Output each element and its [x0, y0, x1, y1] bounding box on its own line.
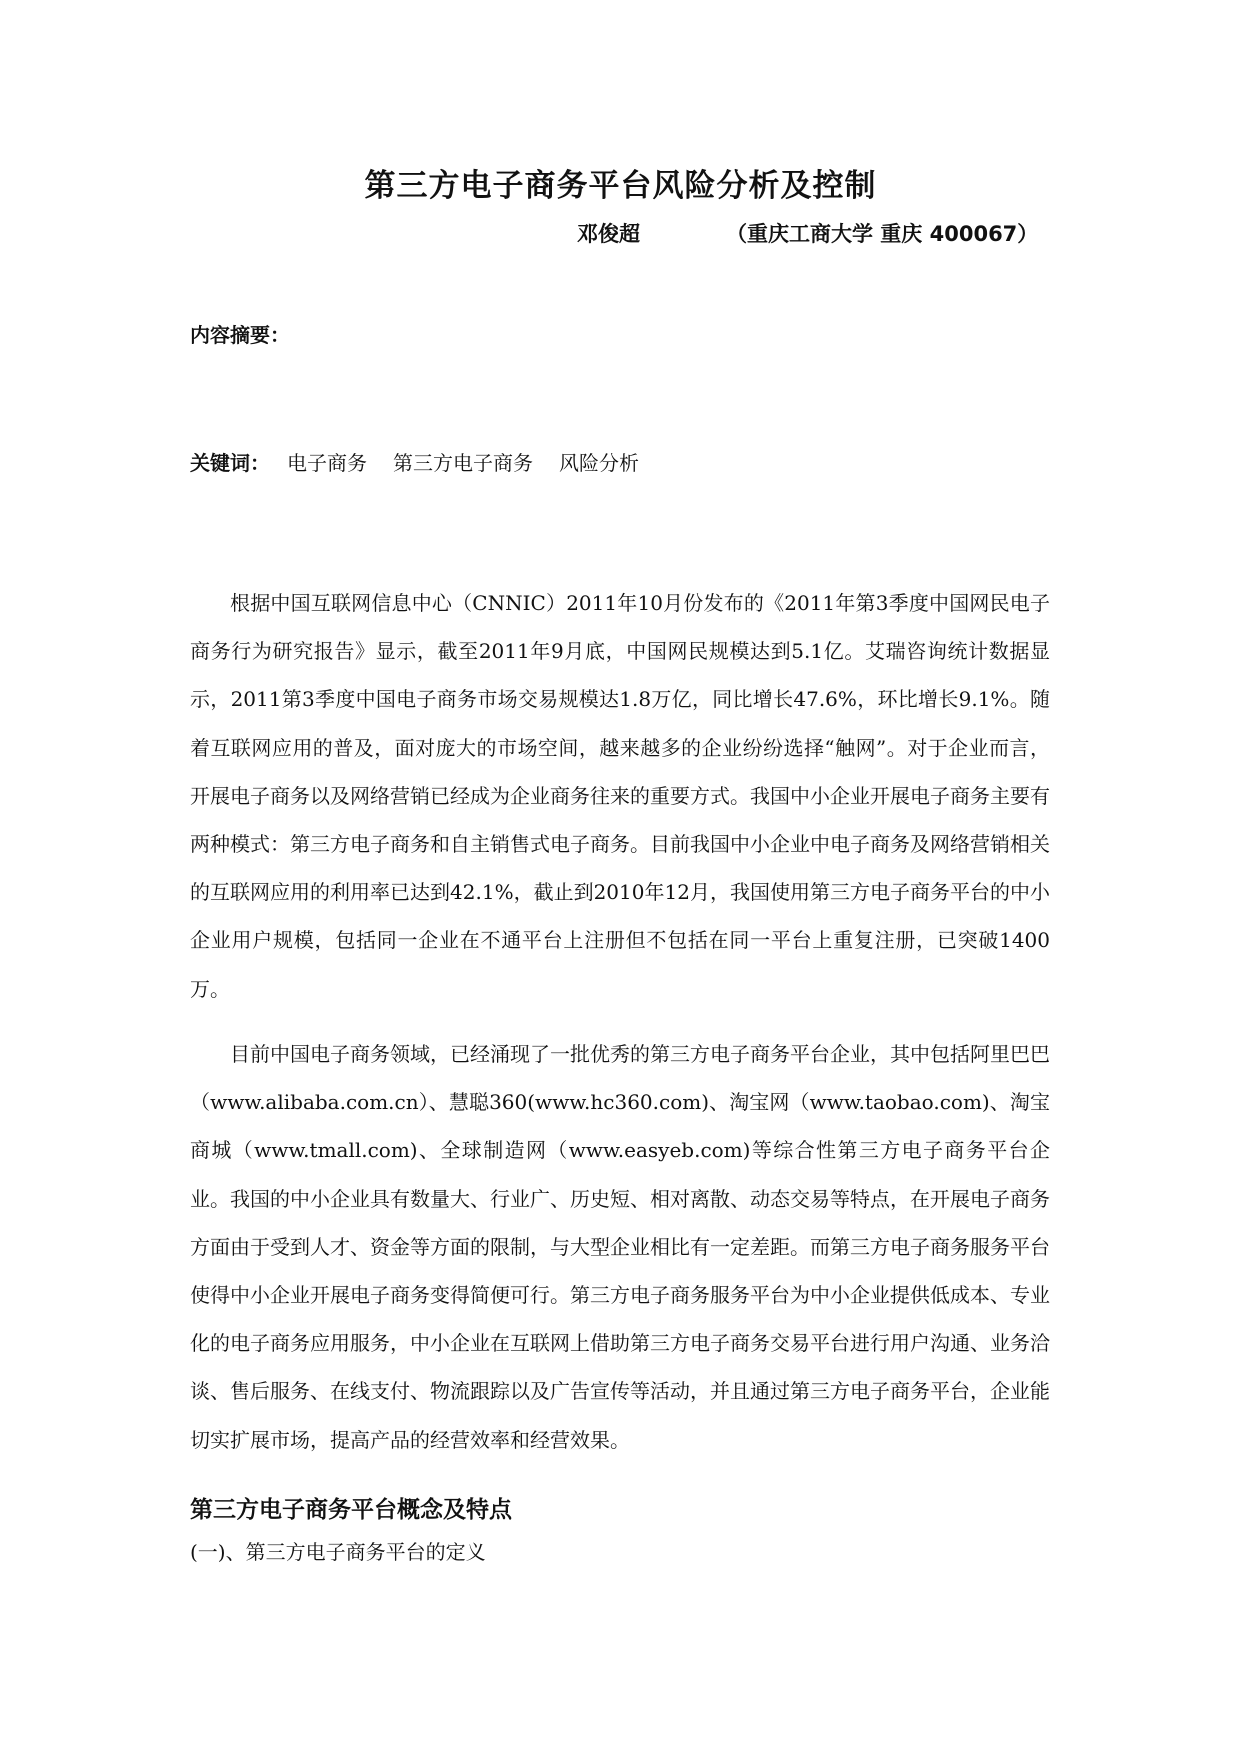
- keyword-item: 第三方电子商务: [393, 451, 533, 475]
- keyword-item: 风险分析: [559, 451, 639, 475]
- abstract-label: 内容摘要：: [190, 323, 290, 347]
- section-heading: 第三方电子商务平台概念及特点: [190, 1497, 512, 1523]
- keywords-label: 关键词：: [190, 451, 270, 475]
- body-paragraph-2: 目前中国电子商务领域，已经涌现了一批优秀的第三方电子商务平台企业，其中包括阿里巴巴（www.alibaba.com.cn）、慧聪360(www.hc360.com)、淘宝网（www.taobao.com)、淘宝商城（www.tmall.com)、全球制造网（www.easyeb.com)等综合性第三方电子商务平台企业。我国的中小企业具有数量大、行业广、历史短、相对离散、动态交易等特点，在开展电子商务方面由于受到人才、资金等方面的限制，与大型企业相比有一定差距。而第三方电子商务服务平台使得中小企业开展电子商务变得简便可行。第三方电子商务服务平台为中小企业提供低成本、专业化的电子商务应用服务，中小企业在互联网上借助第三方电子商务交易平台进行用户沟通、业务洽谈、售后服务、在线支付、物流跟踪以及广告宣传等活动，并且通过第三方电子商务平台，企业能切实扩展市场，提高产品的经营效率和经营效果。: [190, 1042, 1050, 1452]
- document-title: 第三方电子商务平台风险分析及控制: [364, 168, 877, 204]
- body-paragraph-1: 根据中国互联网信息中心（CNNIC）2011年10月份发布的《2011年第3季度中国网民电子商务行为研究报告》显示，截至2011年9月底，中国网民规模达到5.1亿。艾瑞咨询统计数据显示，2011第3季度中国电子商务市场交易规模达1.8万亿，同比增长47.6%，环比增长9.1%。随着互联网应用的普及，面对庞大的市场空间，越来越多的企业纷纷选择“触网”。对于企业而言，开展电子商务以及网络营销已经成为企业商务往来的重要方式。我国中小企业开展电子商务主要有两种模式：第三方电子商务和自主销售式电子商务。目前我国中小企业中电子商务及网络营销相关的互联网应用的利用率已达到42.1%，截止到2010年12月，我国使用第三方电子商务平台的中小企业用户规模，包括同一企业在不通平台上注册但不包括在同一平台上重复注册，已突破1400万。: [190, 591, 1050, 1001]
- author-affiliation: （重庆工商大学 重庆 400067）: [726, 222, 1039, 246]
- keywords-list: [287, 447, 639, 476]
- subsection-heading: (一)、第三方电子商务平台的定义: [190, 1540, 486, 1564]
- author-name: 邓俊超: [577, 222, 640, 246]
- keyword-item: 电子商务: [287, 451, 367, 475]
